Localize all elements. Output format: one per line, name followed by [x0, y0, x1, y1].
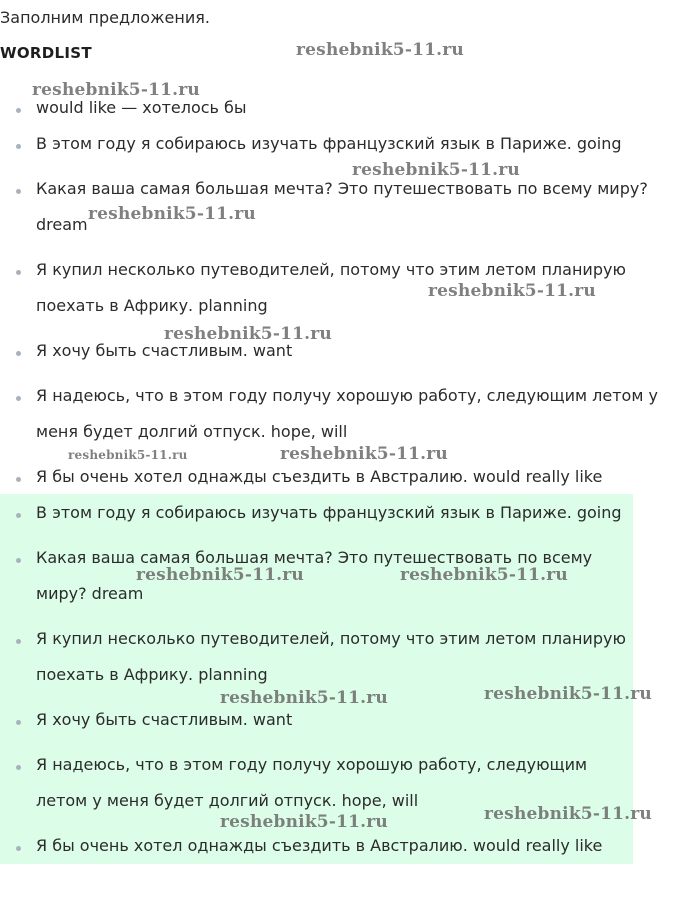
- intro-text: Заполним предложения.: [0, 8, 210, 27]
- bullet-icon: [16, 846, 21, 851]
- watermark: reshebnik5-11.ru: [88, 204, 256, 224]
- list-item-text: Я надеюсь, что в этом году получу хорошую работу, следующим летом у: [36, 386, 658, 405]
- watermark: reshebnik5-11.ru: [136, 565, 304, 585]
- watermark: reshebnik5-11.ru: [352, 160, 520, 180]
- list-item-text-line-2: поехать в Африку. planning: [36, 665, 268, 684]
- bullet-icon: [16, 351, 21, 356]
- list-item-text-line-2: летом у меня будет долгий отпуск. hope, will: [36, 791, 419, 810]
- bullet-icon: [16, 513, 21, 518]
- watermark: reshebnik5-11.ru: [428, 281, 596, 301]
- list-item-text-line-2: меня будет долгий отпуск. hope, will: [36, 422, 348, 441]
- bullet-icon: [16, 144, 21, 149]
- list-item-text: В этом году я собираюсь изучать французский язык в Париже. going: [36, 134, 622, 153]
- watermark: reshebnik5-11.ru: [164, 324, 332, 344]
- watermark: reshebnik5-11.ru: [484, 804, 652, 824]
- watermark: reshebnik5-11.ru: [32, 80, 200, 100]
- list-item-text: Какая ваша самая большая мечта? Это путешествовать по всему: [36, 548, 593, 567]
- list-item-text: Я хочу быть счастливым. want: [36, 710, 293, 729]
- list-item-text: Я купил несколько путеводителей, потому что этим летом планирую: [36, 629, 626, 648]
- list-item-text-line-2: поехать в Африку. planning: [36, 296, 268, 315]
- watermark: reshebnik5-11.ru: [280, 444, 448, 464]
- bullet-icon: [16, 270, 21, 275]
- watermark: reshebnik5-11.ru: [220, 812, 388, 832]
- list-item-text: would like — хотелось бы: [36, 98, 247, 117]
- list-item-text: В этом году я собираюсь изучать французский язык в Париже. going: [36, 503, 622, 522]
- bullet-icon: [16, 108, 21, 113]
- list-item-text: Я купил несколько путеводителей, потому что этим летом планирую: [36, 260, 626, 279]
- bullet-icon: [16, 396, 21, 401]
- wordlist-heading: WORDLIST: [0, 44, 92, 62]
- watermark: reshebnik5-11.ru: [400, 565, 568, 585]
- bullet-icon: [16, 765, 21, 770]
- list-item-text: Какая ваша самая большая мечта? Это путешествовать по всему миру?: [36, 179, 648, 198]
- list-item-text: Я бы очень хотел однажды съездить в Австралию. would really like: [36, 836, 603, 855]
- watermark: reshebnik5-11.ru: [68, 448, 188, 462]
- list-item-text-line-2: миру? dream: [36, 584, 144, 603]
- bullet-icon: [16, 477, 21, 482]
- watermark: reshebnik5-11.ru: [296, 40, 464, 60]
- bullet-icon: [16, 189, 21, 194]
- list-item-text: Я бы очень хотел однажды съездить в Австралию. would really like: [36, 467, 603, 486]
- list-item-text: Я надеюсь, что в этом году получу хорошую работу, следующим: [36, 755, 588, 774]
- bullet-icon: [16, 558, 21, 563]
- bullet-icon: [16, 639, 21, 644]
- list-item-text-line-2: dream: [36, 215, 88, 234]
- list-item-text: Я хочу быть счастливым. want: [36, 341, 293, 360]
- watermark: reshebnik5-11.ru: [220, 688, 388, 708]
- bullet-icon: [16, 720, 21, 725]
- watermark: reshebnik5-11.ru: [484, 684, 652, 704]
